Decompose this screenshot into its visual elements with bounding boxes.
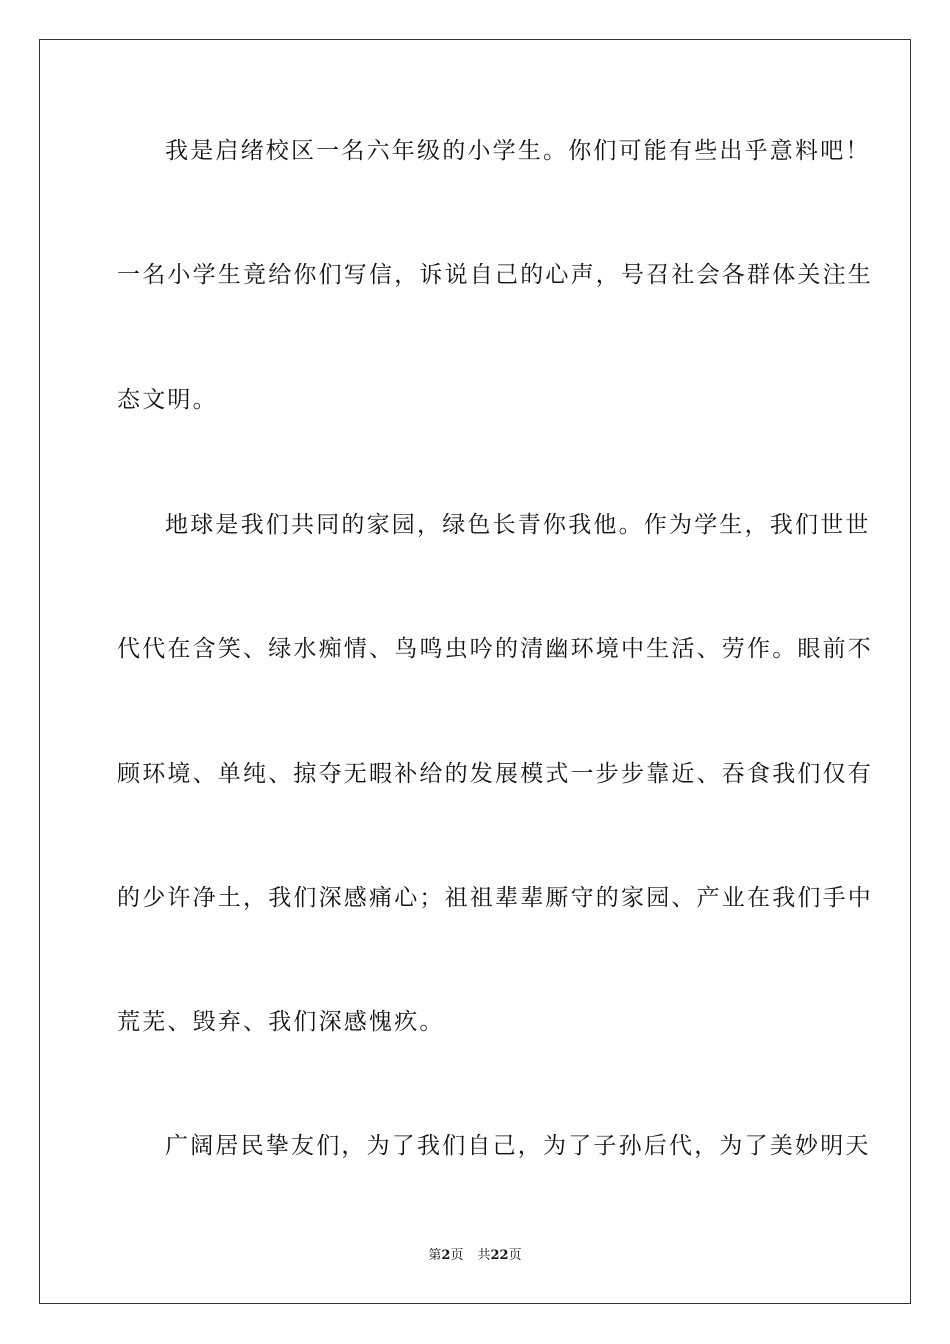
page-footer	[0, 1247, 950, 1265]
paragraph-1-line-2: 一名小学生竟给你们写信，诉说自己的心声，号召社会各群体关注生	[117, 262, 873, 288]
paragraph-2-line-4: 的少许净土，我们深感痛心；祖祖辈辈厮守的家园、产业在我们手中	[117, 885, 873, 911]
page-suffix: 页	[450, 1248, 464, 1263]
total-suffix: 页	[508, 1248, 522, 1263]
paragraph-1-line-3: 态文明。	[117, 387, 218, 413]
total-pages: 22	[490, 1248, 509, 1263]
paragraph-2-line-2: 代代在含笑、绿水痴情、鸟鸣虫吟的清幽环境中生活、劳作。眼前不	[117, 636, 873, 662]
paragraph-2-line-3: 顾环境、单纯、掠夺无暇补给的发展模式一步步靠近、吞食我们仅有	[117, 761, 873, 787]
paragraph-2-line-5: 荒芜、毁弃、我们深感愧疚。	[117, 1009, 445, 1035]
paragraph-3-line-1: 广阔居民挚友们，为了我们自己，为了子孙后代，为了美妙明天	[165, 1133, 871, 1159]
total-prefix: 共	[477, 1248, 491, 1263]
page-border	[39, 39, 911, 1304]
page-prefix: 第	[428, 1248, 442, 1263]
paragraph-2-line-1: 地球是我们共同的家园，绿色长青你我他。作为学生，我们世世	[165, 512, 871, 538]
page-number: 2	[441, 1248, 451, 1263]
paragraph-1-line-1: 我是启绪校区一名六年级的小学生。你们可能有些出乎意料吧！	[165, 138, 871, 164]
